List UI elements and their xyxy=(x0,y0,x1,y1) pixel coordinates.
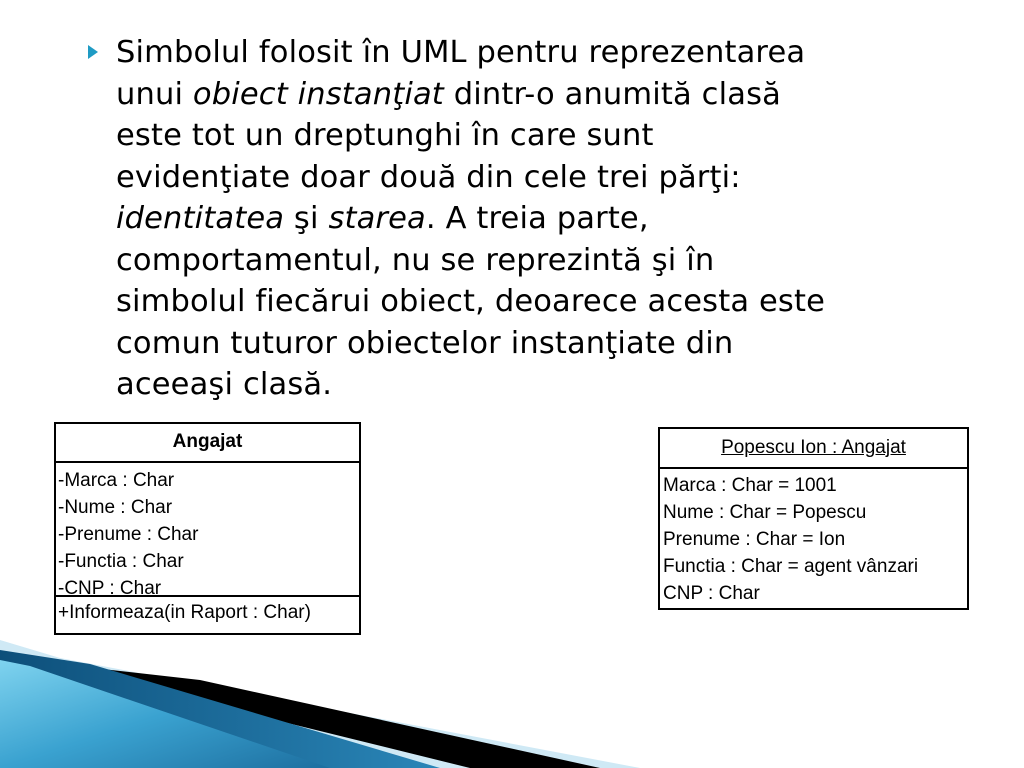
class-attribute: -Prenume : Char xyxy=(58,524,199,545)
class-name: Angajat xyxy=(172,431,243,452)
class-attribute: -Marca : Char xyxy=(58,470,175,491)
uml-object-box xyxy=(658,427,969,610)
object-attribute: Prenume : Char = Ion xyxy=(663,529,846,550)
bullet-text xyxy=(116,32,986,406)
object-attribute: Marca : Char = 1001 xyxy=(663,475,837,496)
bullet-line: Simbolul folosit în UML pentru reprezentarea xyxy=(116,35,806,70)
object-attributes xyxy=(660,467,967,608)
object-attribute: CNP : Char xyxy=(663,583,760,604)
class-attributes xyxy=(56,461,359,599)
bullet-line: comportamentul, nu se reprezintă şi în xyxy=(116,242,715,278)
class-attribute: -CNP : Char xyxy=(58,578,162,599)
bullet-line: simbolul fiecărui obiect, deoarece acesta este xyxy=(116,284,825,319)
bullet-line: comun tuturor obiectelor instanţiate din xyxy=(116,325,734,361)
uml-class-box xyxy=(54,422,361,635)
object-attribute: Nume : Char = Popescu xyxy=(663,502,867,523)
emphasis-term: obiect instanţiat xyxy=(192,76,444,112)
triangle-bullet-icon xyxy=(88,45,98,59)
class-attribute: -Functia : Char xyxy=(58,551,184,572)
emphasis-term: starea xyxy=(328,201,426,236)
emphasis-term: identitatea xyxy=(116,201,285,236)
bullet-line: aceeaşi clasă. xyxy=(116,367,333,402)
bullet-line: unui obiect instanţiat dintr-o anumită clasă xyxy=(116,76,781,112)
bullet-line: evidenţiate doar două din cele trei părţi: xyxy=(116,159,741,195)
class-operation: +Informeaza(in Raport : Char) xyxy=(58,602,311,623)
class-attribute: -Nume : Char xyxy=(58,497,173,518)
bullet-line: este tot un dreptunghi în care sunt xyxy=(116,118,654,153)
decorative-swoosh xyxy=(0,640,1024,768)
bullet-line: identitatea şi starea. A treia parte, xyxy=(116,201,649,236)
class-operations xyxy=(56,595,359,633)
object-name: Popescu Ion : Angajat xyxy=(721,437,906,458)
object-attribute: Functia : Char = agent vânzari xyxy=(663,556,919,577)
